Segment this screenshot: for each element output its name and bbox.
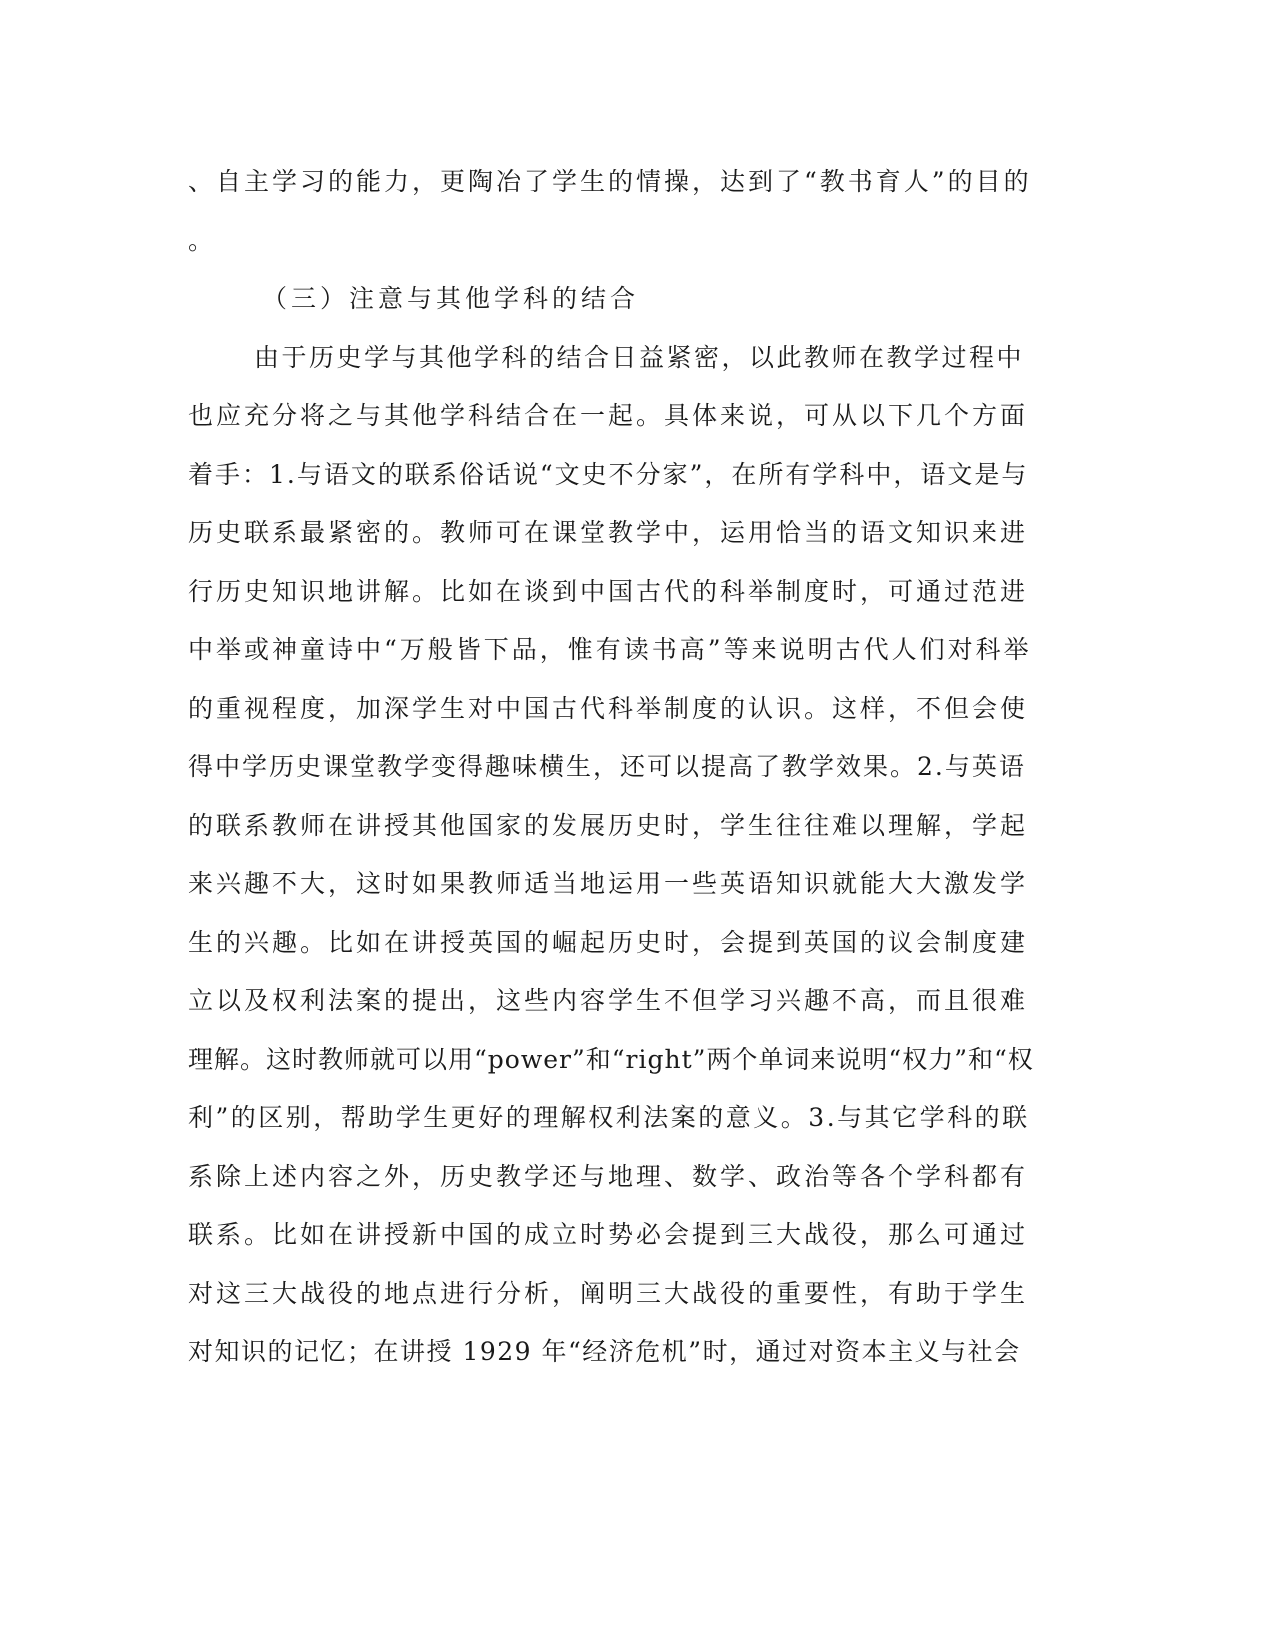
text-line-20: 对这三大战役的地点进行分析，阐明三大战役的重要性，有助于学生 [188, 1279, 1029, 1308]
section-heading: （三）注意与其他学科的结合 [262, 284, 640, 313]
text-line-11: 得中学历史课堂教学变得趣味横生，还可以提高了教学效果。2.与英语 [188, 752, 1026, 781]
text-line-6: 着手：1.与语文的联系俗话说“文史不分家”，在所有学科中，语文是与 [188, 460, 1029, 489]
text-line-9: 中举或神童诗中“万般皆下品，惟有读书高”等来说明古代人们对科举 [188, 635, 1032, 664]
text-line-17: 利”的区别，帮助学生更好的理解权利法案的意义。3.与其它学科的联 [188, 1103, 1030, 1132]
text-line-2: 。 [188, 226, 214, 255]
text-line-19: 联系。比如在讲授新中国的成立时势必会提到三大战役，那么可通过 [188, 1220, 1029, 1249]
text-line-8: 行历史知识地讲解。比如在谈到中国古代的科举制度时，可通过范进 [188, 577, 1029, 606]
text-line-1: 、自主学习的能力，更陶冶了学生的情操，达到了“教书育人”的目的 [188, 167, 1032, 196]
text-line-10: 的重视程度，加深学生对中国古代科举制度的认识。这样，不但会使 [188, 694, 1029, 723]
text-line-18: 系除上述内容之外，历史教学还与地理、数学、政治等各个学科都有 [188, 1162, 1029, 1191]
text-line-5: 也应充分将之与其他学科结合在一起。具体来说，可从以下几个方面 [188, 401, 1029, 430]
text-line-12: 的联系教师在讲授其他国家的发展历史时，学生往往难以理解，学起 [188, 811, 1029, 840]
text-line-13: 来兴趣不大，这时如果教师适当地运用一些英语知识就能大大激发学 [188, 869, 1029, 898]
text-line-14: 生的兴趣。比如在讲授英国的崛起历史时，会提到英国的议会制度建 [188, 928, 1029, 957]
text-line-21: 对知识的记忆；在讲授 1929 年“经济危机”时，通过对资本主义与社会 [188, 1337, 1021, 1366]
text-line-16: 理解。这时教师就可以用“power”和“right”两个单词来说明“权力”和“权 [188, 1045, 1034, 1074]
text-line-15: 立以及权利法案的提出，这些内容学生不但学习兴趣不高，而且很难 [188, 986, 1029, 1015]
text-line-7: 历史联系最紧密的。教师可在课堂教学中，运用恰当的语文知识来进 [188, 518, 1029, 547]
paragraph-start-line: 由于历史学与其他学科的结合日益紧密，以此教师在教学过程中 [254, 343, 1025, 372]
